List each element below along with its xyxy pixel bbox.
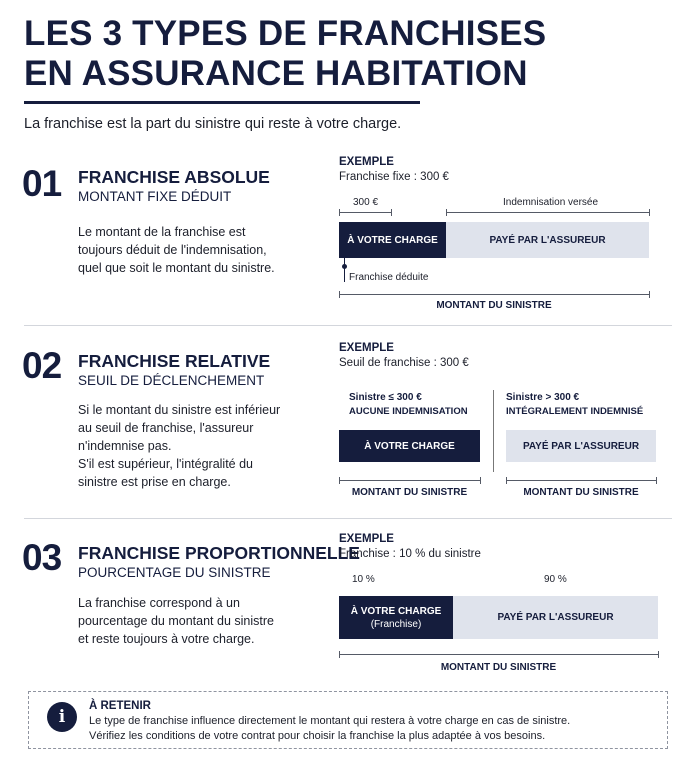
section-1-description-line: Le montant de la franchise est xyxy=(78,225,246,239)
section-2-right-result: INTÉGRALEMENT INDEMNISÉ xyxy=(506,406,644,417)
section-2-description-line: Si le montant du sinistre est inférieur xyxy=(78,403,281,417)
section-3-example-label: EXEMPLE xyxy=(339,533,394,545)
section-1-example-label: EXEMPLE xyxy=(339,156,394,168)
section-1-bar-insurer: PAYÉ PAR L'ASSUREUR xyxy=(446,222,649,258)
section-3-description xyxy=(78,594,274,648)
section-1-bracket-tick xyxy=(391,209,392,216)
section-2-description-line: au seuil de franchise, l'assureur xyxy=(78,421,254,435)
section-2-left-total-label: MONTANT DU SINISTRE xyxy=(351,487,468,498)
section-1-bracket-left-label: 300 € xyxy=(353,197,379,208)
section-2-number: 02 xyxy=(22,345,62,386)
section-3-subtitle: POURCENTAGE DU SINISTRE xyxy=(78,565,271,580)
section-divider xyxy=(24,325,672,326)
section-1-bracket-left-line xyxy=(339,212,391,213)
section-3-pct-left: 10 % xyxy=(352,574,375,585)
section-3-description-line: et reste toujours à votre charge. xyxy=(78,632,255,646)
section-3-number: 03 xyxy=(22,537,62,578)
section-2-example-text: Seuil de franchise : 300 € xyxy=(339,357,469,369)
section-2-divider xyxy=(493,390,494,472)
page-title-line-1: LES 3 TYPES DE FRANCHISES xyxy=(24,14,547,53)
title-underline xyxy=(24,101,420,104)
section-3-bar-your-charge xyxy=(339,596,453,639)
section-3-bar-dark-line-2: (Franchise) xyxy=(370,618,422,630)
section-2-description-line: n'indemnise pas. xyxy=(78,439,172,453)
section-3-description-line: pourcentage du montant du sinistre xyxy=(78,614,274,628)
section-2-left-total-line xyxy=(339,480,480,481)
section-2-left-total-tick xyxy=(339,477,340,484)
section-2-subtitle: SEUIL DE DÉCLENCHEMENT xyxy=(78,373,265,388)
section-1-total-line xyxy=(339,294,649,295)
page-subtitle: La franchise est la part du sinistre qui reste à votre charge. xyxy=(24,116,402,132)
section-1-subtitle: MONTANT FIXE DÉDUIT xyxy=(78,189,232,204)
section-3-bar-insurer: PAYÉ PAR L'ASSUREUR xyxy=(453,596,658,639)
section-3-example-text: Franchise : 10 % du sinistre xyxy=(339,548,481,560)
section-1-number: 01 xyxy=(22,163,62,204)
section-3-description-line: La franchise correspond à un xyxy=(78,596,240,610)
section-1-bar-your-charge: À VOTRE CHARGE xyxy=(339,222,446,258)
section-3-total-label: MONTANT DU SINISTRE xyxy=(440,662,557,673)
section-2-left-result: AUCUNE INDEMNISATION xyxy=(349,406,468,417)
section-2-right-total-tick xyxy=(656,477,657,484)
section-divider xyxy=(24,518,672,519)
section-2-right-bar: PAYÉ PAR L'ASSUREUR xyxy=(506,430,656,462)
section-2-description-line: sinistre est prise en charge. xyxy=(78,475,231,489)
section-2-example-label: EXEMPLE xyxy=(339,342,394,354)
reminder-line-2: Vérifiez les conditions de votre contrat pour choisir la franchise la plus adaptée à vos besoins. xyxy=(89,730,546,742)
section-1-total-tick xyxy=(649,291,650,298)
section-1-description-line: quel que soit le montant du sinistre. xyxy=(78,261,275,275)
reminder-title: À RETENIR xyxy=(89,700,151,712)
section-1-description-line: toujours déduit de l'indemnisation, xyxy=(78,243,267,257)
section-2-right-case: Sinistre > 300 € xyxy=(506,392,580,403)
section-2-title: FRANCHISE RELATIVE xyxy=(78,351,271,371)
section-2-description xyxy=(78,401,280,491)
page-title-line-2: EN ASSURANCE HABITATION xyxy=(24,54,528,93)
section-3-total-tick xyxy=(339,651,340,658)
section-1-marker-dot xyxy=(342,264,347,269)
section-1-bracket-right-label: Indemnisation versée xyxy=(503,197,599,208)
page-title xyxy=(24,14,546,94)
section-1-total-tick xyxy=(339,291,340,298)
section-3-title: FRANCHISE PROPORTIONNELLE xyxy=(78,543,360,563)
section-3-total-tick xyxy=(658,651,659,658)
section-1-bracket-tick xyxy=(446,209,447,216)
section-3-total-line xyxy=(339,654,658,655)
section-2-left-total-tick xyxy=(480,477,481,484)
section-2-left-bar: À VOTRE CHARGE xyxy=(339,430,480,462)
section-3-pct-right: 90 % xyxy=(544,574,567,585)
section-1-marker-line xyxy=(344,258,345,282)
section-1-marker-label: Franchise déduite xyxy=(349,272,429,283)
section-3-bar-dark-line-1: À VOTRE CHARGE xyxy=(350,605,442,617)
section-2-right-total-line xyxy=(506,480,656,481)
section-2-left-case: Sinistre ≤ 300 € xyxy=(349,392,422,403)
section-1-title: FRANCHISE ABSOLUE xyxy=(78,167,270,187)
info-icon: i xyxy=(47,702,77,732)
section-2-right-total-tick xyxy=(506,477,507,484)
section-1-description xyxy=(78,223,275,277)
reminder-line-1: Le type de franchise influence directement le montant qui restera à votre charge en cas de sinistre. xyxy=(89,715,571,727)
section-1-bracket-tick xyxy=(339,209,340,216)
section-1-bracket-tick xyxy=(649,209,650,216)
section-1-total-label: MONTANT DU SINISTRE xyxy=(436,300,552,311)
section-2-description-line: S'il est supérieur, l'intégralité du xyxy=(78,457,254,471)
section-1-bracket-right-line xyxy=(446,212,649,213)
section-1-example-text: Franchise fixe : 300 € xyxy=(339,171,449,183)
section-2-right-total-label: MONTANT DU SINISTRE xyxy=(523,487,639,498)
